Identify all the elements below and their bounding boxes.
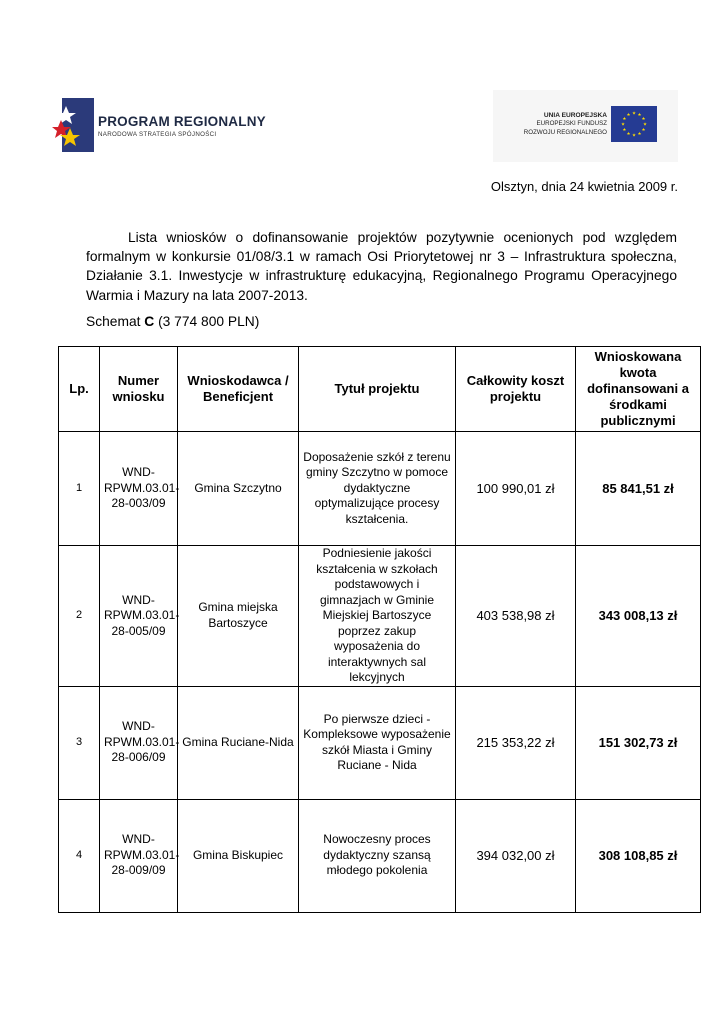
cell-wnioskodawca: Gmina Szczytno bbox=[178, 432, 299, 546]
eu-logo-line1: UNIA EUROPEJSKA bbox=[543, 112, 607, 119]
table-row bbox=[59, 432, 701, 546]
cell-tytul: Po pierwsze dzieci - Kompleksowe wyposażenie szkół Miasta i Gminy Ruciane - Nida bbox=[299, 686, 456, 799]
cell-koszt: 215 353,22 zł bbox=[456, 686, 576, 799]
program-regionalny-title: PROGRAM REGIONALNY bbox=[98, 114, 266, 129]
eu-star-icon: ★ bbox=[641, 116, 646, 122]
table-header-row bbox=[59, 347, 701, 432]
header-koszt: Całkowity koszt projektu bbox=[456, 347, 576, 432]
cell-numer: WND-RPWM.03.01-28-009/09 bbox=[100, 799, 178, 912]
eu-star-icon: ★ bbox=[631, 132, 637, 138]
header-lp: Lp. bbox=[59, 347, 100, 432]
table-row bbox=[59, 546, 701, 687]
cell-lp: 2 bbox=[59, 546, 100, 687]
cell-numer: WND-RPWM.03.01-28-006/09 bbox=[100, 686, 178, 799]
cell-lp: 4 bbox=[59, 799, 100, 912]
cell-wnioskodawca: Gmina Biskupiec bbox=[178, 799, 299, 912]
schema-prefix: Schemat bbox=[86, 314, 145, 329]
cell-numer: WND-RPWM.03.01-28-005/09 bbox=[100, 546, 178, 687]
eu-logo-line2: EUROPEJSKI FUNDUSZ bbox=[536, 120, 607, 128]
cell-numer: WND-RPWM.03.01-28-003/09 bbox=[100, 432, 178, 546]
schema-letter: C bbox=[144, 314, 155, 329]
cell-kwota: 308 108,85 zł bbox=[576, 799, 701, 912]
header-wnioskodawca: Wnioskodawca / Beneficjent bbox=[178, 347, 299, 432]
cell-tytul: Nowoczesny proces dydaktyczny szansą młodego pokolenia bbox=[299, 799, 456, 912]
eu-star-icon: ★ bbox=[626, 131, 631, 137]
cell-kwota: 343 008,13 zł bbox=[576, 546, 701, 687]
cell-koszt: 394 032,00 zł bbox=[456, 799, 576, 912]
eu-logo-text bbox=[504, 112, 607, 137]
table-row bbox=[59, 799, 701, 912]
schema-amount: (3 774 800 PLN) bbox=[154, 314, 260, 329]
cell-wnioskodawca: Gmina Ruciane-Nida bbox=[178, 686, 299, 799]
eu-star-icon: ★ bbox=[622, 116, 627, 122]
table-row bbox=[59, 686, 701, 799]
schema-line bbox=[86, 314, 259, 329]
header-tytul: Tytuł projektu bbox=[299, 347, 456, 432]
header-numer: Numer wniosku bbox=[100, 347, 178, 432]
cell-tytul: Podniesienie jakości kształcenia w szkołach podstawowych i gimnazjach w Gminie Miejskiej Bartoszyce poprzez zakup wyposażenia do interaktywnych sal lekcyjnych bbox=[299, 546, 456, 687]
intro-paragraph: Lista wniosków o dofinansowanie projektów pozytywnie ocenionych pod względem formalnym w konkursie 01/08/3.1 w ramach Osi Priorytetowej nr 3 – Infrastruktura społeczna, Działanie 3.1. Inwestycje w infrastrukturę edukacyjną, Regionalnego Programu Operacyjnego Warmia i Mazury na lata 2007-2013. bbox=[86, 230, 677, 303]
applications-table bbox=[58, 346, 701, 913]
cell-wnioskodawca: Gmina miejska Bartoszyce bbox=[178, 546, 299, 687]
eu-star-icon: ★ bbox=[642, 121, 648, 127]
date-line: Olsztyn, dnia 24 kwietnia 2009 r. bbox=[490, 179, 678, 194]
eu-star-icon: ★ bbox=[637, 131, 642, 137]
cell-koszt: 403 538,98 zł bbox=[456, 546, 576, 687]
eu-star-icon: ★ bbox=[641, 127, 646, 133]
eu-star-icon: ★ bbox=[626, 112, 631, 118]
eu-flag-icon bbox=[611, 106, 657, 142]
eu-logo-line3: ROZWOJU REGIONALNEGO bbox=[523, 128, 607, 136]
cell-lp: 1 bbox=[59, 432, 100, 546]
cell-tytul: Doposażenie szkół z terenu gminy Szczytno w pomoce dydaktyczne optymalizujące procesy kształcenia. bbox=[299, 432, 456, 546]
program-regionalny-logo bbox=[52, 96, 272, 158]
cell-kwota: 85 841,51 zł bbox=[576, 432, 701, 546]
eu-logo bbox=[493, 90, 678, 162]
eu-star-icon: ★ bbox=[631, 110, 637, 116]
program-regionalny-subtitle: NARODOWA STRATEGIA SPÓJNOŚCI bbox=[98, 131, 217, 138]
eu-star-icon: ★ bbox=[622, 127, 627, 133]
eu-star-icon: ★ bbox=[620, 121, 626, 127]
eu-star-icon: ★ bbox=[637, 112, 642, 118]
program-regionalny-emblem-icon bbox=[52, 96, 96, 154]
cell-kwota: 151 302,73 zł bbox=[576, 686, 701, 799]
cell-lp: 3 bbox=[59, 686, 100, 799]
header-kwota: Wnioskowana kwota dofinansowani a środkami publicznymi bbox=[576, 347, 701, 432]
cell-koszt: 100 990,01 zł bbox=[456, 432, 576, 546]
